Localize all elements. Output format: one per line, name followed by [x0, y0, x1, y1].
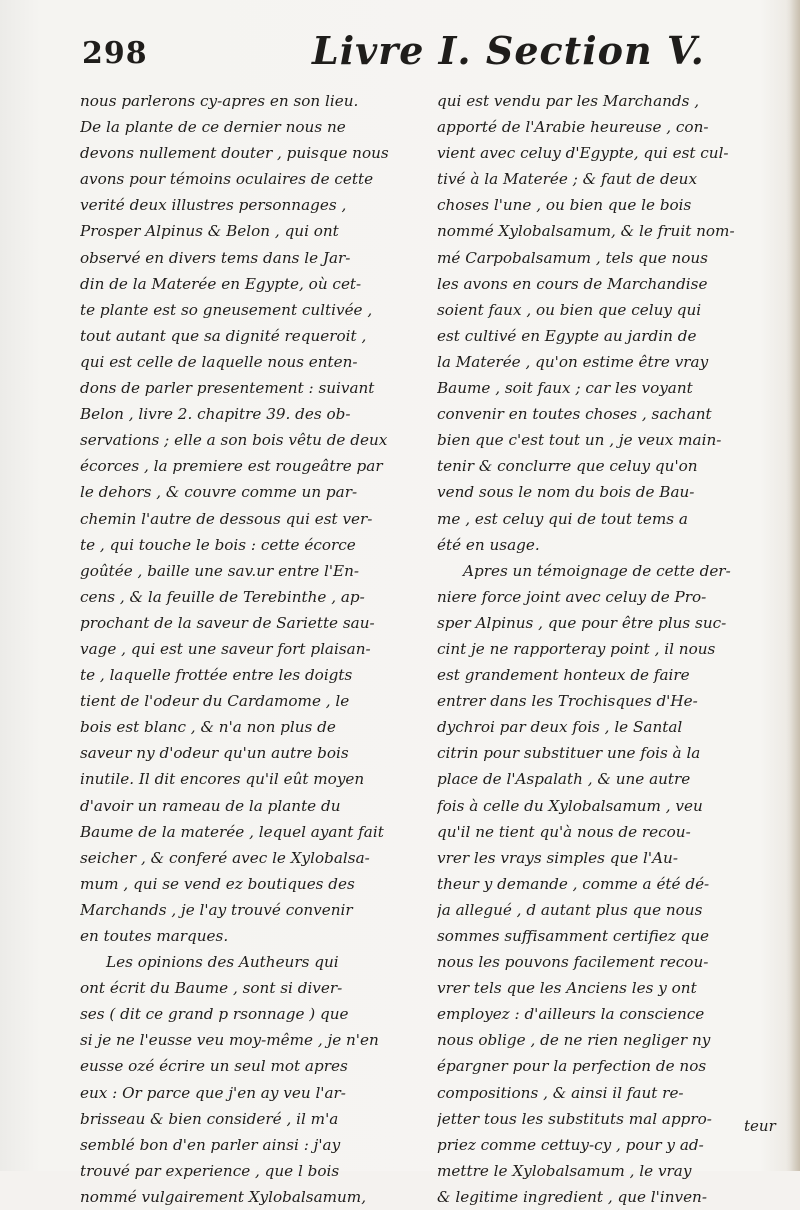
text-line: niere force joint avec celuy de Pro- — [437, 587, 707, 606]
text-line: Prosper Alpinus & Belon , qui ont — [80, 222, 339, 241]
text-line: citrin pour substituer une fois à la — [437, 744, 701, 763]
text-line: avons pour témoins oculaires de cette — [80, 170, 374, 189]
text-line: nous oblige , de ne rien negliger ny — [437, 1031, 711, 1050]
text-line: prochant de la saveur de Sariette sau- — [80, 613, 375, 632]
text-line: cens , & la feuille de Terebinthe , ap- — [80, 587, 365, 606]
text-line: qui est vendu par les Marchands , — [437, 92, 700, 110]
text-line: est grandement honteux de faire — [437, 666, 690, 685]
text-line: dychroi par deux fois , le Santal — [437, 718, 683, 737]
text-line: verité deux illustres personnages , — [80, 196, 347, 215]
text-line: eux : Or parce que j'en ay veu l'ar- — [80, 1083, 346, 1102]
text-line: cint je ne rapporteray point , il nous — [437, 639, 716, 658]
text-line: ses ( dit ce grand p rsonnage ) que — [80, 1005, 349, 1024]
text-line: devons nullement douter , puisque nous — [80, 144, 389, 163]
text-line: soient faux , ou bien que celuy qui — [437, 300, 702, 319]
text-line: nous les pouvons facilement recou- — [437, 953, 709, 972]
text-line: entrer dans les Trochisques d'He- — [437, 692, 698, 711]
text-line: te , laquelle frottée entre les doigts — [80, 666, 353, 685]
text-line: Baume de la materée , lequel ayant fait — [80, 822, 384, 841]
page-edge-shadow — [786, 0, 800, 1171]
text-line: nous parlerons cy-apres en son lieu. — [80, 92, 359, 110]
text-line: sommes suffisamment certifiez que — [437, 927, 710, 945]
text-column-left — [80, 88, 416, 1210]
text-line: la Materée , qu'on estime être vray — [437, 352, 709, 371]
text-line: tout autant que sa dignité requeroit , — [80, 326, 367, 345]
text-line: tenir & conclurre que celuy qu'on — [437, 457, 698, 476]
text-line: inutile. Il dit encores qu'il eût moyen — [80, 770, 365, 789]
text-line: Baume , soit faux ; car les voyant — [437, 379, 693, 398]
text-line: observé en divers tems dans le Jar- — [80, 248, 351, 267]
text-line: te , qui touche le bois : cette écorce — [80, 535, 356, 554]
text-line: les avons en cours de Marchandise — [437, 274, 708, 293]
text-line: ont écrit du Baume , sont si diver- — [80, 979, 343, 998]
text-line: seicher , & conferé avec le Xylobalsa- — [80, 848, 370, 867]
text-line: semblé bon d'en parler ainsi : j'ay — [80, 1135, 341, 1154]
page-number: 298 — [82, 36, 148, 71]
text-line: vage , qui est une saveur fort plaisan- — [80, 639, 371, 658]
text-line: fois à celle du Xylobalsamum , veu — [437, 796, 703, 815]
text-line: d'avoir un rameau de la plante du — [80, 796, 341, 815]
text-line: apporté de l'Arabie heureuse , con- — [437, 118, 709, 137]
text-column-right — [437, 88, 773, 1210]
text-line: me , est celuy qui de tout tems a — [437, 509, 688, 528]
text-line: brisseau & bien consideré , il m'a — [80, 1109, 339, 1128]
text-line: theur y demande , comme a été dé- — [437, 874, 710, 893]
text-line: dons de parler presentement : suivant — [80, 379, 375, 398]
text-line: épargner pour la perfection de nos — [437, 1057, 707, 1076]
text-line: compositions , & ainsi il faut re- — [437, 1083, 684, 1102]
text-line: mum , qui se vend ez boutiques des — [80, 874, 355, 893]
text-line: tient de l'odeur du Cardamome , le — [80, 692, 350, 711]
text-line: nommé Xylobalsamum, & le fruit nom- — [437, 222, 735, 241]
text-line: ja allegué , d autant plus que nous — [437, 900, 703, 919]
text-line: bien que c'est tout un , je veux main- — [437, 431, 722, 450]
text-line: tivé à la Materée ; & faut de deux — [437, 170, 698, 189]
catchword: teur — [744, 1117, 776, 1135]
text-line: bois est blanc , & n'a non plus de — [80, 718, 336, 737]
text-line: trouvé par experience , que l bois — [80, 1161, 340, 1180]
text-line: sper Alpinus , que pour être plus suc- — [437, 613, 727, 632]
text-line: Les opinions des Autheurs qui — [106, 953, 339, 972]
text-line: vrer tels que les Anciens les y ont — [437, 979, 697, 998]
running-head: Livre I. Section V. — [312, 28, 705, 73]
text-line: mé Carpobalsamum , tels que nous — [437, 248, 708, 267]
text-line: employez : d'ailleurs la conscience — [437, 1005, 705, 1024]
text-line: vend sous le nom du bois de Bau- — [437, 483, 695, 502]
page-header — [0, 28, 800, 88]
text-line: priez comme cettuy-cy , pour y ad- — [437, 1135, 704, 1154]
text-line: din de la Materée en Egypte, où cet- — [80, 274, 362, 293]
text-line: qui est celle de laquelle nous enten- — [80, 352, 358, 371]
text-line: été en usage. — [437, 535, 540, 554]
text-line: le dehors , & couvre comme un par- — [80, 483, 358, 502]
text-line: Belon , livre 2. chapitre 39. des ob- — [80, 405, 351, 424]
text-line: te plante est so gneusement cultivée , — [80, 300, 373, 319]
text-line: écorces , la premiere est rougeâtre par — [80, 457, 383, 476]
text-line: eusse ozé écrire un seul mot apres — [80, 1057, 348, 1076]
text-line: nommé vulgairement Xylobalsamum, — [80, 1187, 367, 1206]
text-line: est cultivé en Egypte au jardin de — [437, 326, 697, 345]
text-line: jetter tous les substituts mal appro- — [437, 1109, 712, 1128]
text-line: Marchands , je l'ay trouvé convenir — [80, 900, 353, 919]
text-line: saveur ny d'odeur qu'un autre bois — [80, 744, 349, 763]
text-line: vrer les vrays simples que l'Au- — [437, 848, 678, 867]
text-line: qu'il ne tient qu'à nous de recou- — [437, 822, 691, 841]
text-line: si je ne l'eusse veu moy-même , je n'en — [80, 1031, 379, 1050]
text-line: goûtée , baille une sav.ur entre l'En- — [80, 561, 360, 580]
text-line: mettre le Xylobalsamum , le vray — [437, 1161, 692, 1180]
text-line: vient avec celuy d'Egypte, qui est cul- — [437, 144, 729, 163]
text-line: choses l'une , ou bien que le bois — [437, 196, 692, 215]
text-line: Apres un témoignage de cette der- — [463, 561, 731, 580]
text-line: & legitime ingredient , que l'inven- — [437, 1187, 707, 1206]
text-line: place de l'Aspalath , & une autre — [437, 770, 691, 789]
text-line: convenir en toutes choses , sachant — [437, 405, 712, 424]
text-line: en toutes marques. — [80, 927, 229, 945]
text-line: servations ; elle a son bois vêtu de deux — [80, 431, 388, 450]
text-line: De la plante de ce dernier nous ne — [80, 118, 346, 137]
text-line: chemin l'autre de dessous qui est ver- — [80, 509, 373, 528]
